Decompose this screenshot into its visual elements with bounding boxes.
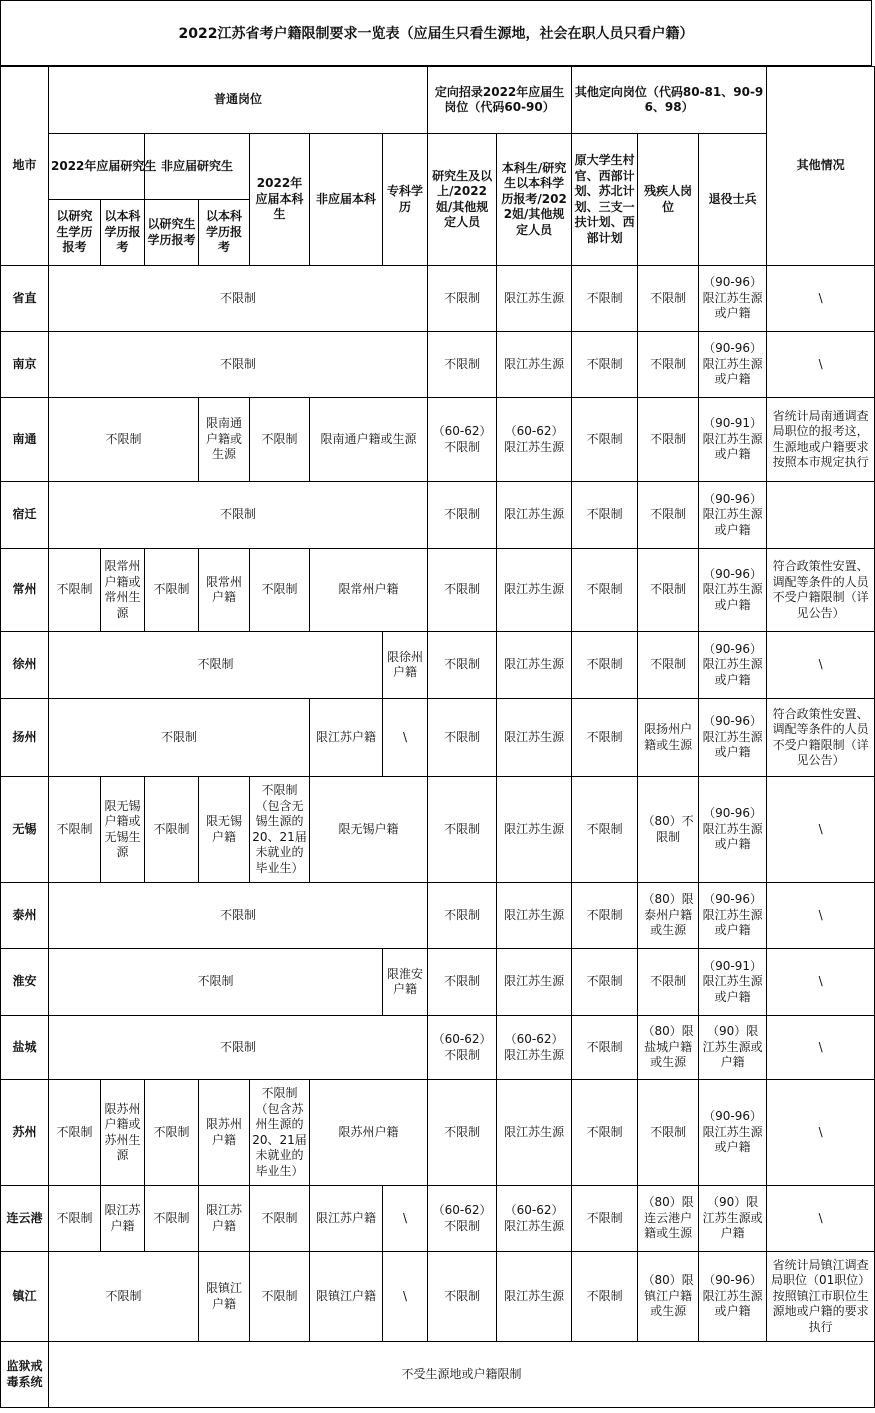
cell-other: \ (767, 1080, 875, 1186)
cell-yjs: 不限制 (428, 1080, 497, 1186)
household-restriction-table (0, 66, 875, 1408)
cell-c2: 限无锡户籍或无锡生源 (101, 777, 145, 883)
table-row (1, 699, 875, 777)
table-row (1, 1186, 875, 1252)
cell-yjs: 不限制 (428, 699, 497, 777)
city-cell: 无锡 (1, 777, 49, 883)
cell-yjs: 不限制 (428, 482, 497, 549)
cell-c1: 不限制 (49, 1252, 199, 1342)
cell-tuiyi: （90-96）限江苏生源或户籍 (699, 1252, 767, 1342)
cell-canji: 不限制 (638, 949, 699, 1016)
cell-other: 省统计局镇江调查局职位（01职位）按照镇江市职位生源地或户籍的要求执行 (767, 1252, 875, 1342)
table-row (1, 549, 875, 632)
header-canji: 残疾人岗位 (638, 134, 699, 266)
cell-yjs: 不限制 (428, 1252, 497, 1342)
cell-c6: 限无锡户籍 (310, 777, 428, 883)
cell-yjs: （60-62）不限制 (428, 398, 497, 482)
cell-bks: 限江苏生源 (497, 699, 572, 777)
cell-c1: 不限制 (49, 699, 310, 777)
city-cell: 苏州 (1, 1080, 49, 1186)
cell-c5: 不限制 (250, 549, 310, 632)
cell-canji: 不限制 (638, 632, 699, 699)
cell-tuiyi: （90-96）限江苏生源或户籍 (699, 883, 767, 949)
header-bk-xueli-2: 以本科学历报考 (199, 200, 250, 266)
cell-c3: 不限制 (145, 777, 199, 883)
table-title: 2022江苏省考户籍限制要求一览表（应届生只看生源地，社会在职人员只看户籍） (0, 0, 872, 66)
table-row (1, 1016, 875, 1080)
table-row (1, 1342, 875, 1408)
table-row (1, 398, 875, 482)
cell-dxs: 不限制 (572, 1080, 638, 1186)
cell-other: 省统计局南通调查局职位的报考这，生源地或户籍要求按照本市规定执行 (767, 398, 875, 482)
header-row-2 (1, 134, 875, 200)
cell-dxs: 不限制 (572, 549, 638, 632)
cell-c1: 不限制 (49, 949, 383, 1016)
table-row (1, 777, 875, 883)
cell-other: 符合政策性安置、调配等条件的人员不受户籍限制（详见公告） (767, 549, 875, 632)
cell-tuiyi: （90-96）限江苏生源或户籍 (699, 266, 767, 332)
header-zhuanke: 专科学历 (383, 134, 428, 266)
cell-yjs: 不限制 (428, 266, 497, 332)
header-other: 其他情况 (767, 67, 875, 266)
cell-canji: （80）限盐城户籍或生源 (638, 1016, 699, 1080)
cell-other: 符合政策性安置、调配等条件的人员不受户籍限制（详见公告） (767, 699, 875, 777)
header-fyj-yanjiusheng: 非应届研究生 (145, 134, 250, 200)
cell-tuiyi: （90-96）限江苏生源或户籍 (699, 1080, 767, 1186)
header-dingxiang: 定向招录2022年应届生岗位（代码60-90） (428, 67, 572, 134)
cell-bks: （60-62）限江苏生源 (497, 1186, 572, 1252)
cell-tuiyi: （90-91）限江苏生源或户籍 (699, 949, 767, 1016)
cell-bks: 限江苏生源 (497, 949, 572, 1016)
cell-bks: （60-62）限江苏生源 (497, 398, 572, 482)
table-row (1, 949, 875, 1016)
cell-dxs: 不限制 (572, 632, 638, 699)
cell-c1: 不限制 (49, 1080, 101, 1186)
cell-c4: 限常州户籍 (199, 549, 250, 632)
header-qita-dingxiang: 其他定向岗位（代码80-81、90-96、98） (572, 67, 767, 134)
cell-other (767, 482, 875, 549)
cell-c1: 不限制 (49, 632, 383, 699)
table-row (1, 332, 875, 398)
cell-putong: 不限制 (49, 883, 428, 949)
header-tuiyi: 退役士兵 (699, 134, 767, 266)
cell-bks: 限江苏生源 (497, 266, 572, 332)
cell-tuiyi: （90-96）限江苏生源或户籍 (699, 482, 767, 549)
cell-tuiyi: （90-96）限江苏生源或户籍 (699, 777, 767, 883)
cell-other: \ (767, 266, 875, 332)
table-row (1, 632, 875, 699)
cell-c5: 不限制（包含苏州生源的20、21届未就业的毕业生） (250, 1080, 310, 1186)
cell-yjs: 不限制 (428, 332, 497, 398)
cell-yjs: 不限制 (428, 549, 497, 632)
table-row (1, 266, 875, 332)
cell-other: \ (767, 883, 875, 949)
cell-c2: 限南通户籍或生源 (199, 398, 250, 482)
cell-tuiyi: （90-96）限江苏生源或户籍 (699, 549, 767, 632)
cell-canji: （80）限连云港户籍或生源 (638, 1186, 699, 1252)
cell-c3: 不限制 (145, 1186, 199, 1252)
cell-bks: 限江苏生源 (497, 1252, 572, 1342)
cell-dxs: 不限制 (572, 266, 638, 332)
cell-tuiyi: （90-96）限江苏生源或户籍 (699, 699, 767, 777)
cell-c2: 限江苏户籍 (310, 699, 383, 777)
cell-dxs: 不限制 (572, 332, 638, 398)
cell-canji: 不限制 (638, 482, 699, 549)
cell-bks: 限江苏生源 (497, 777, 572, 883)
cell-yjs: （60-62）不限制 (428, 1016, 497, 1080)
cell-c5: 不限制 (250, 1186, 310, 1252)
cell-yjs: （60-62）不限制 (428, 1186, 497, 1252)
table-row (1, 482, 875, 549)
cell-other: \ (767, 1186, 875, 1252)
cell-canji: （80）不限制 (638, 777, 699, 883)
cell-c3: 不限制 (145, 1080, 199, 1186)
cell-yjs: 不限制 (428, 883, 497, 949)
cell-c2: 限徐州户籍 (383, 632, 428, 699)
cell-c6: 限江苏户籍 (310, 1186, 383, 1252)
cell-c1: 不限制 (49, 398, 199, 482)
cell-c4: 限无锡户籍 (199, 777, 250, 883)
cell-canji: 不限制 (638, 1080, 699, 1186)
cell-c3: 不限制 (145, 549, 199, 632)
cell-canji: 不限制 (638, 266, 699, 332)
cell-other: \ (767, 1016, 875, 1080)
city-cell: 南通 (1, 398, 49, 482)
cell-c2: 限苏州户籍或苏州生源 (101, 1080, 145, 1186)
city-cell: 镇江 (1, 1252, 49, 1342)
cell-yjs: 不限制 (428, 777, 497, 883)
cell-dxs: 不限制 (572, 1016, 638, 1080)
cell-c6: 限苏州户籍 (310, 1080, 428, 1186)
cell-canji: 限扬州户籍或生源 (638, 699, 699, 777)
cell-c5: 不限制（包含无锡生源的20、21届未就业的毕业生） (250, 777, 310, 883)
cell-c4: 限镇江户籍 (310, 1252, 383, 1342)
city-cell: 监狱戒毒系统 (1, 1342, 49, 1408)
cell-tuiyi: （90-96）限江苏生源或户籍 (699, 332, 767, 398)
cell-dxs: 不限制 (572, 777, 638, 883)
cell-c4: 限苏州户籍 (199, 1080, 250, 1186)
cell-dxs: 不限制 (572, 883, 638, 949)
cell-c2: 限镇江户籍 (199, 1252, 250, 1342)
cell-putong: 不限制 (49, 332, 428, 398)
header-city: 地市 (1, 67, 49, 266)
header-yj-yanjiusheng: 2022年应届研究生 (49, 134, 145, 200)
cell-c1: 不限制 (49, 549, 101, 632)
cell-dxs: 不限制 (572, 482, 638, 549)
header-dxs-cunguan: 原大学生村官、西部计划、苏北计划、三支一扶计划、西部计划 (572, 134, 638, 266)
table-row (1, 1080, 875, 1186)
cell-c4: 限南通户籍或生源 (310, 398, 428, 482)
city-cell: 淮安 (1, 949, 49, 1016)
cell-canji: 不限制 (638, 398, 699, 482)
cell-tuiyi: （90）限江苏生源或户籍 (699, 1016, 767, 1080)
header-yjs-xueli-2: 以研究生学历报考 (145, 200, 199, 266)
city-cell: 扬州 (1, 699, 49, 777)
cell-yjs: 不限制 (428, 949, 497, 1016)
header-fyj-benke: 非应届本科 (310, 134, 383, 266)
table-row (1, 883, 875, 949)
cell-c5: \ (383, 1252, 428, 1342)
city-cell: 盐城 (1, 1016, 49, 1080)
cell-c2: 限淮安户籍 (383, 949, 428, 1016)
cell-other: \ (767, 777, 875, 883)
city-cell: 徐州 (1, 632, 49, 699)
city-cell: 省直 (1, 266, 49, 332)
header-putong: 普通岗位 (49, 67, 428, 134)
cell-c1: 不限制 (49, 1186, 101, 1252)
cell-c7: \ (383, 1186, 428, 1252)
cell-other: \ (767, 949, 875, 1016)
cell-all: 不受生源地或户籍限制 (49, 1342, 875, 1408)
cell-c4: 限江苏户籍 (199, 1186, 250, 1252)
cell-dxs: 不限制 (572, 1186, 638, 1252)
city-cell: 泰州 (1, 883, 49, 949)
cell-c3: \ (383, 699, 428, 777)
cell-canji: （80）限泰州户籍或生源 (638, 883, 699, 949)
header-yjs-xueli: 以研究生学历报考 (49, 200, 101, 266)
cell-putong: 不限制 (49, 482, 428, 549)
cell-bks: 限江苏生源 (497, 482, 572, 549)
header-row-1 (1, 67, 875, 134)
cell-canji: （80）限镇江户籍或生源 (638, 1252, 699, 1342)
header-yj-benke: 2022年应届本科生 (250, 134, 310, 266)
cell-bks: 限江苏生源 (497, 632, 572, 699)
cell-canji: 不限制 (638, 549, 699, 632)
cell-dxs: 不限制 (572, 949, 638, 1016)
cell-tuiyi: （90-91）限江苏生源或户籍 (699, 398, 767, 482)
city-cell: 常州 (1, 549, 49, 632)
cell-tuiyi: （90）限江苏生源或户籍 (699, 1186, 767, 1252)
table-row (1, 1252, 875, 1342)
header-bks-yjs: 本科生/研究生以本科学历报考/2022姐/其他规定人员 (497, 134, 572, 266)
cell-c2: 限常州户籍或常州生源 (101, 549, 145, 632)
cell-putong: 不限制 (49, 1016, 428, 1080)
cell-other: \ (767, 332, 875, 398)
cell-bks: 限江苏生源 (497, 883, 572, 949)
cell-yjs: 不限制 (428, 632, 497, 699)
cell-dxs: 不限制 (572, 398, 638, 482)
city-cell: 连云港 (1, 1186, 49, 1252)
cell-tuiyi: （90-96）限江苏生源或户籍 (699, 632, 767, 699)
cell-dxs: 不限制 (572, 699, 638, 777)
cell-other: \ (767, 632, 875, 699)
cell-bks: 限江苏生源 (497, 549, 572, 632)
cell-putong: 不限制 (49, 266, 428, 332)
city-cell: 宿迁 (1, 482, 49, 549)
cell-dxs: 不限制 (572, 1252, 638, 1342)
cell-bks: （60-62）限江苏生源 (497, 1016, 572, 1080)
cell-c6: 限常州户籍 (310, 549, 428, 632)
city-cell: 南京 (1, 332, 49, 398)
cell-c2: 限江苏户籍 (101, 1186, 145, 1252)
header-bk-xueli: 以本科学历报考 (101, 200, 145, 266)
cell-bks: 限江苏生源 (497, 332, 572, 398)
cell-c1: 不限制 (49, 777, 101, 883)
header-yjs-yishang: 研究生及以上/2022姐/其他规定人员 (428, 134, 497, 266)
cell-canji: 不限制 (638, 332, 699, 398)
cell-c3: 不限制 (250, 1252, 310, 1342)
cell-c3: 不限制 (250, 398, 310, 482)
cell-bks: 限江苏生源 (497, 1080, 572, 1186)
